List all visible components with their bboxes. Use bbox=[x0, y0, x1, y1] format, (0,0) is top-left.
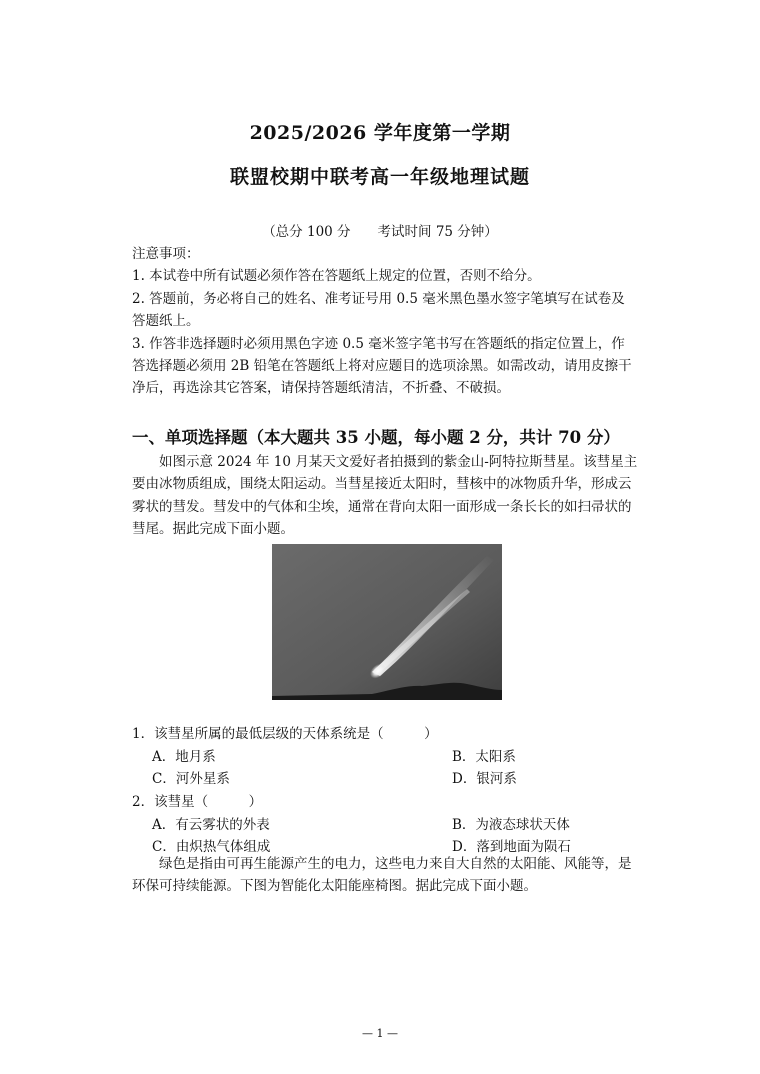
page-number: — 1 — bbox=[362, 1027, 398, 1040]
question-1-stem: 1．该彗星所属的最低层级的天体系统是（ ） bbox=[132, 726, 438, 742]
question-2-stem: 2．该彗星（ ） bbox=[132, 794, 263, 810]
question-1-option-b: B．太阳系 bbox=[452, 749, 516, 765]
notice-item-1: 1. 本试卷中所有试题必须作答在答题纸上规定的位置，否则不给分。 bbox=[132, 268, 541, 285]
comet-intro-text: 如图示意 2024 年 10 月某天文爱好者拍摄到的紫金山-阿特拉斯彗星。该彗星主要由冰物质组成，围绕太阳运动。当彗星接近太阳时，彗核中的冰物质升华，形成云雾状的彗发。彗发中的气体和尘埃，通常在背向太阳一面形成一条长长的如扫帚状的彗尾。据此完成下面小题。 bbox=[132, 454, 638, 538]
green-energy-intro bbox=[132, 853, 638, 898]
question-1-option-a: A．地月系 bbox=[152, 749, 216, 765]
question-1-option-c: C．河外星系 bbox=[152, 771, 230, 787]
comet-photo bbox=[272, 544, 502, 700]
question-2-option-c: C．由炽热气体组成 bbox=[152, 839, 271, 855]
exam-title-line1: 2025/2026 学年度第一学期 bbox=[249, 122, 511, 144]
notice-heading: 注意事项： bbox=[132, 246, 200, 262]
green-energy-intro-text: 绿色是指由可再生能源产生的电力，这些电力来自大自然的太阳能、风能等，是环保可持续能源。下图为智能化太阳能座椅图。据此完成下面小题。 bbox=[132, 856, 632, 895]
section-heading: 一、单项选择题（本大题共 35 小题，每小题 2 分，共计 70 分） bbox=[132, 428, 620, 447]
exam-subtitle: （总分 100 分 考试时间 75 分钟） bbox=[262, 224, 498, 240]
comet-photo-icon bbox=[272, 544, 502, 700]
question-2-option-a: A．有云雾状的外表 bbox=[152, 817, 270, 833]
question-2-option-b: B．为液态球状天体 bbox=[452, 817, 570, 833]
comet-intro bbox=[132, 451, 638, 541]
notice-item-3: 3. 作答非选择题时必须用黑色字迹 0.5 毫米签字笔书写在答题纸的指定位置上，作答选择题必须用 2B 铅笔在答题纸上将对应题目的选项涂黑。如需改动，请用皮擦干净后，再选涂其它答案，请保持答题纸清洁，不折叠、不破损。 bbox=[132, 335, 632, 397]
exam-title-line2: 联盟校期中联考高一年级地理试题 bbox=[229, 166, 530, 188]
question-2-option-d: D．落到地面为陨石 bbox=[452, 839, 571, 855]
notice-item-2: 2. 答题前，务必将自己的姓名、准考证号用 0.5 毫米黑色墨水签字笔填写在试卷及答题纸上。 bbox=[132, 290, 625, 330]
question-1-option-d: D．银河系 bbox=[452, 771, 517, 787]
notice-block bbox=[132, 243, 638, 400]
